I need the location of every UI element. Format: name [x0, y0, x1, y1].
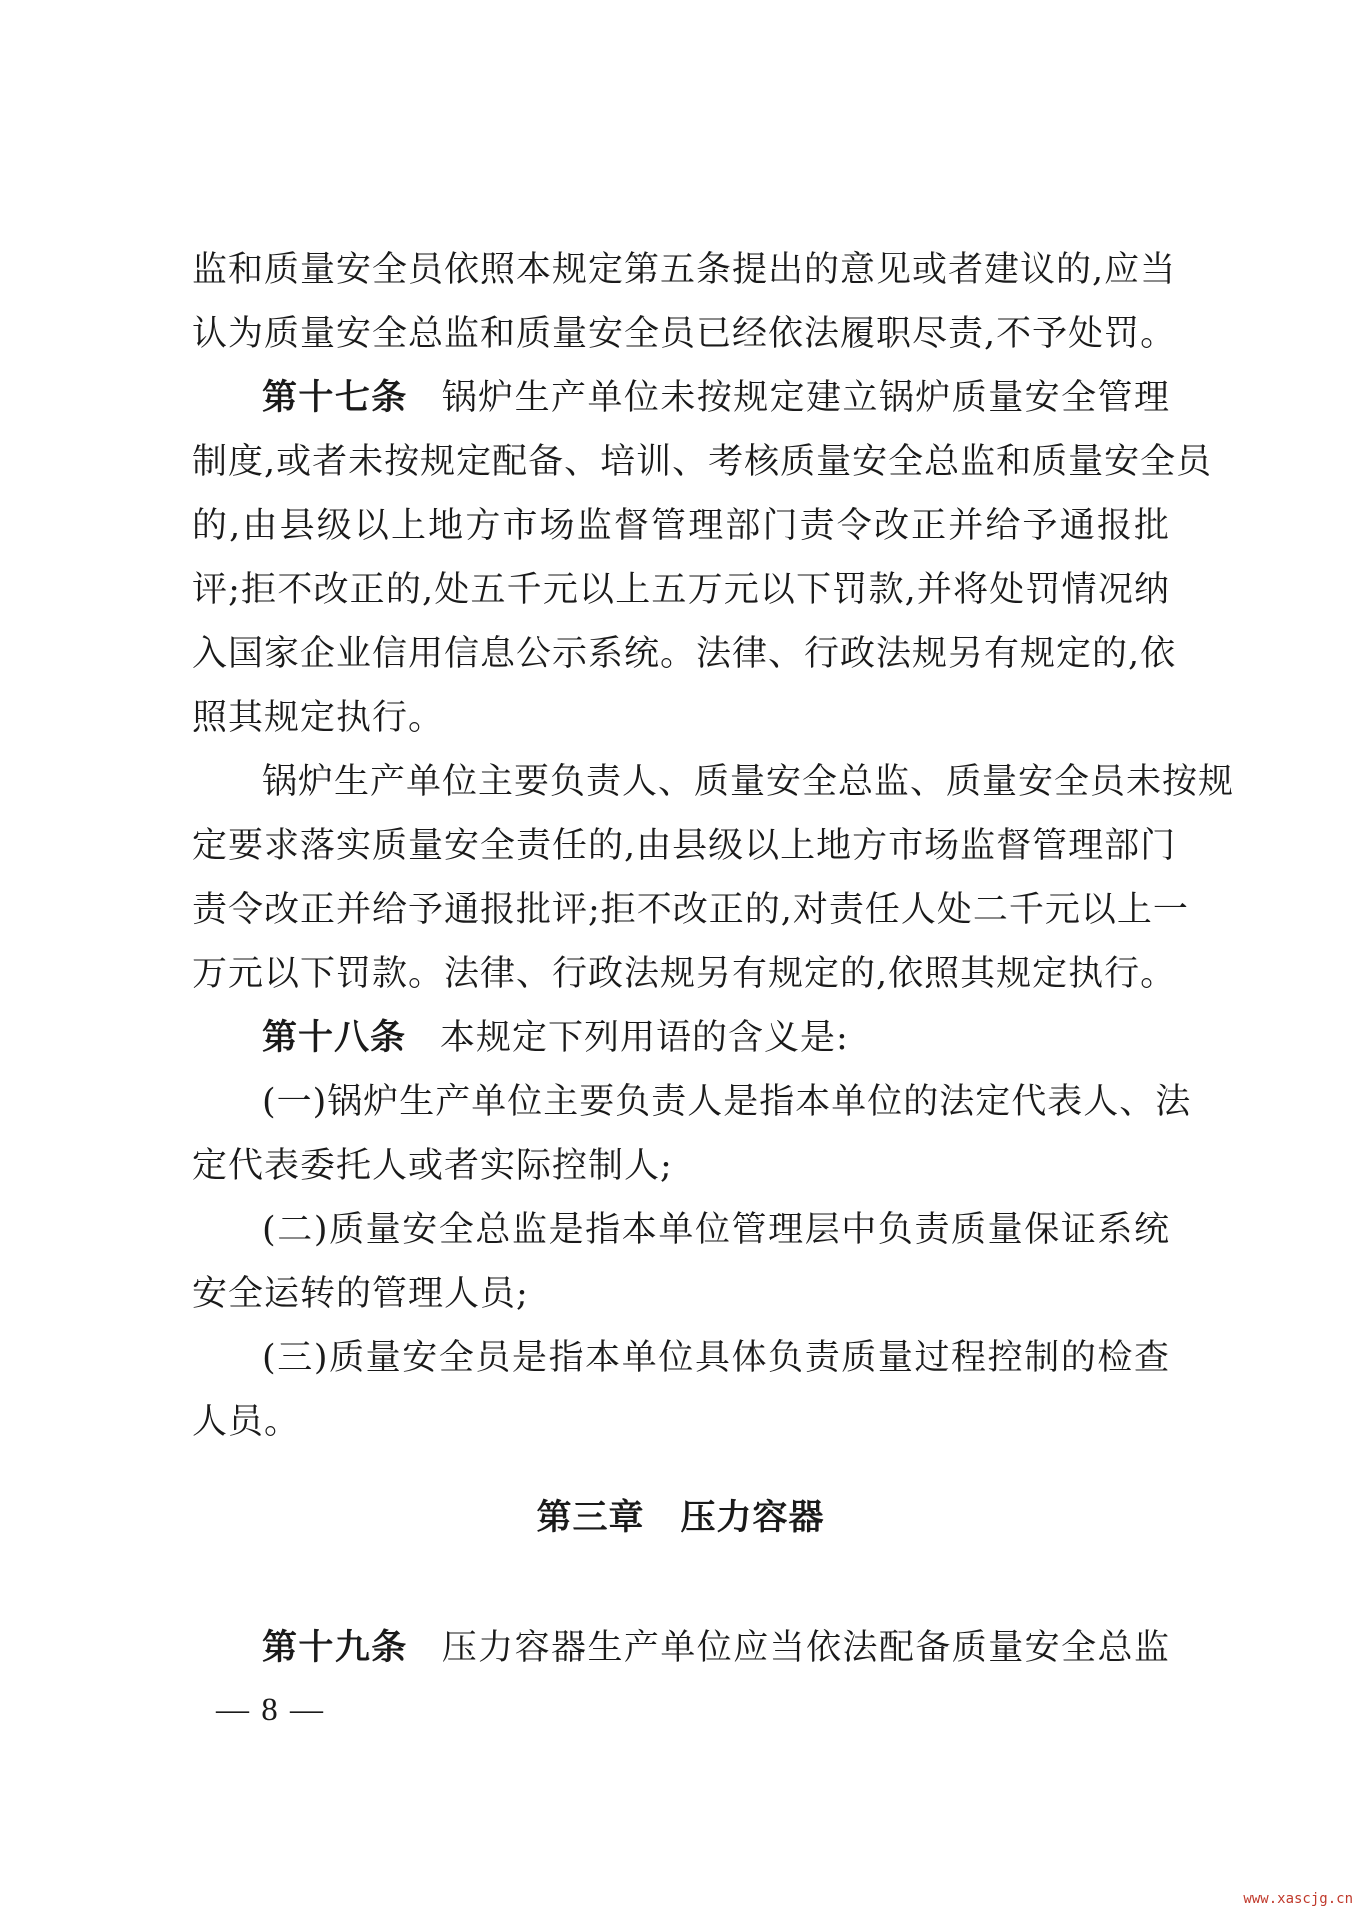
list-item-line: (三)质量安全员是指本单位具体负责质量过程控制的检查	[262, 1338, 1170, 1378]
paragraph-line: 锅炉生产单位主要负责人、质量安全总监、质量安全员未按规	[262, 762, 1235, 802]
list-item-line: (一)锅炉生产单位主要负责人是指本单位的法定代表人、法	[262, 1082, 1192, 1122]
chapter-number: 第三章	[536, 1498, 645, 1538]
paragraph-line: 责令改正并给予通报批评;拒不改正的,对责任人处二千元以上一	[192, 890, 1189, 930]
list-item-line: (二)质量安全总监是指本单位管理层中负责质量保证系统	[262, 1210, 1170, 1250]
article-18-first-line	[262, 1006, 1170, 1070]
site-watermark: www.xascjg.cn	[1243, 1891, 1353, 1907]
paragraph-line: 认为质量安全总监和质量安全员已经依法履职尽责,不予处罚。	[192, 314, 1177, 354]
article-18-text: 本规定下列用语的含义是:	[440, 1018, 849, 1058]
page-number: — 8 —	[216, 1692, 325, 1728]
article-19-text: 压力容器生产单位应当依法配备质量安全总监	[441, 1628, 1170, 1668]
article-17-text: 锅炉生产单位未按规定建立锅炉质量安全管理	[441, 378, 1170, 418]
paragraph-line: 定要求落实质量安全责任的,由县级以上地方市场监督管理部门	[192, 826, 1177, 866]
paragraph-line: 照其规定执行。	[192, 698, 445, 738]
paragraph-line: 万元以下罚款。法律、行政法规另有规定的,依照其规定执行。	[192, 954, 1177, 994]
article-18-label: 第十八条	[262, 1018, 407, 1058]
article-19-first-line	[262, 1616, 1170, 1680]
paragraph-line: 评;拒不改正的,处五千元以上五万元以下罚款,并将处罚情况纳	[192, 570, 1170, 610]
paragraph-line: 制度,或者未按规定配备、培训、考核质量安全总监和质量安全员	[192, 442, 1213, 482]
article-17-label: 第十七条	[262, 378, 408, 418]
list-item-line: 安全运转的管理人员;	[192, 1274, 529, 1314]
chapter-title: 压力容器	[680, 1498, 825, 1538]
paragraph-line: 的,由县级以上地方市场监督管理部门责令改正并给予通报批	[192, 506, 1170, 546]
article-17-first-line	[262, 366, 1170, 430]
chapter-heading	[0, 1486, 1361, 1550]
paragraph-line: 监和质量安全员依照本规定第五条提出的意见或者建议的,应当	[192, 250, 1177, 290]
article-19-label: 第十九条	[262, 1628, 408, 1668]
list-item-line: 定代表委托人或者实际控制人;	[192, 1146, 673, 1186]
paragraph-line: 入国家企业信用信息公示系统。法律、行政法规另有规定的,依	[192, 634, 1177, 674]
list-item-line: 人员。	[192, 1402, 301, 1442]
